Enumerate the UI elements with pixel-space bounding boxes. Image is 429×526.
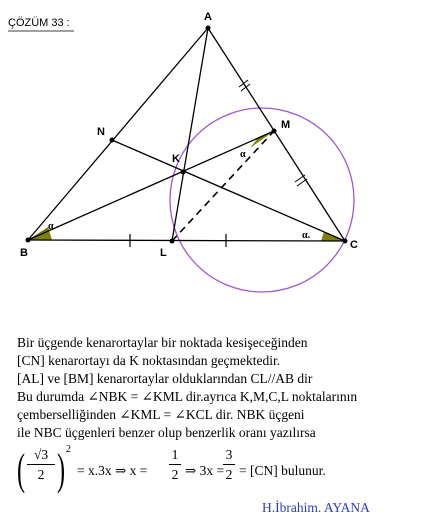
label-a: A [204,11,212,23]
label-n: N [97,126,105,138]
median-cn [112,140,345,241]
median-al [172,28,208,241]
side-ab [28,28,208,240]
text-line-1: Bir üçgende kenarortaylar bir noktada kesişeceğinden [17,335,308,350]
tick-am-1 [239,80,248,87]
fraction-3-over-2: 3 2 [223,446,235,483]
point-n [110,138,115,143]
angle-label-c: α. [302,230,311,241]
left-paren: ( [17,445,26,494]
text-line-2: [CN] kenarortayı da K noktasından geçmektedir. [17,353,281,368]
fraction-sqrt3-over-2 [27,446,55,483]
point-b [26,238,31,243]
right-paren: ) [57,445,66,494]
formula-eq2: ⇒ 3x = [185,463,225,478]
exponent-2: 2 [66,444,71,455]
point-c [343,239,348,244]
sqrt3: √3 [33,447,49,462]
text-line-4: Bu durumda ∠NBK = ∠KML dir.ayrıca K,M,C,L noktalarının [17,389,358,404]
point-m [272,129,277,134]
author-signature: H.İbrahim. AYANA [262,500,370,515]
formula-eq3: = [CN] bulunur. [239,463,326,478]
tick-am-2 [241,84,250,91]
label-m: M [281,119,291,131]
label-l: L [160,247,167,259]
point-l [170,239,175,244]
formula-eq1: = x.3x ⇒ x = [77,463,148,478]
circumcircle-kmcl [170,108,354,292]
label-k: K [172,153,180,165]
point-a [206,26,211,31]
fraction-1-over-2: 1 2 [169,446,181,483]
solution-title: ÇÖZÜM 33 : [8,17,70,29]
label-c: C [350,239,358,251]
side-ac [208,28,345,241]
label-b: B [20,247,28,259]
angle-label-b: α [48,221,54,232]
side-bc [28,240,345,241]
angle-label-m: α [240,149,246,160]
denominator-2: 2 [37,467,45,482]
median-bm [28,131,274,240]
point-k [181,170,186,175]
text-line-3: [AL] ve [BM] kenarortaylar olduklarından CL//AB dir [17,371,313,386]
text-line-6: ile NBC üçgenleri benzer olup benzerlik oranı yazılırsa [17,425,316,440]
text-line-5: çemberselliğinden ∠KML = ∠KCL dir. NBK üçgeni [17,407,305,422]
